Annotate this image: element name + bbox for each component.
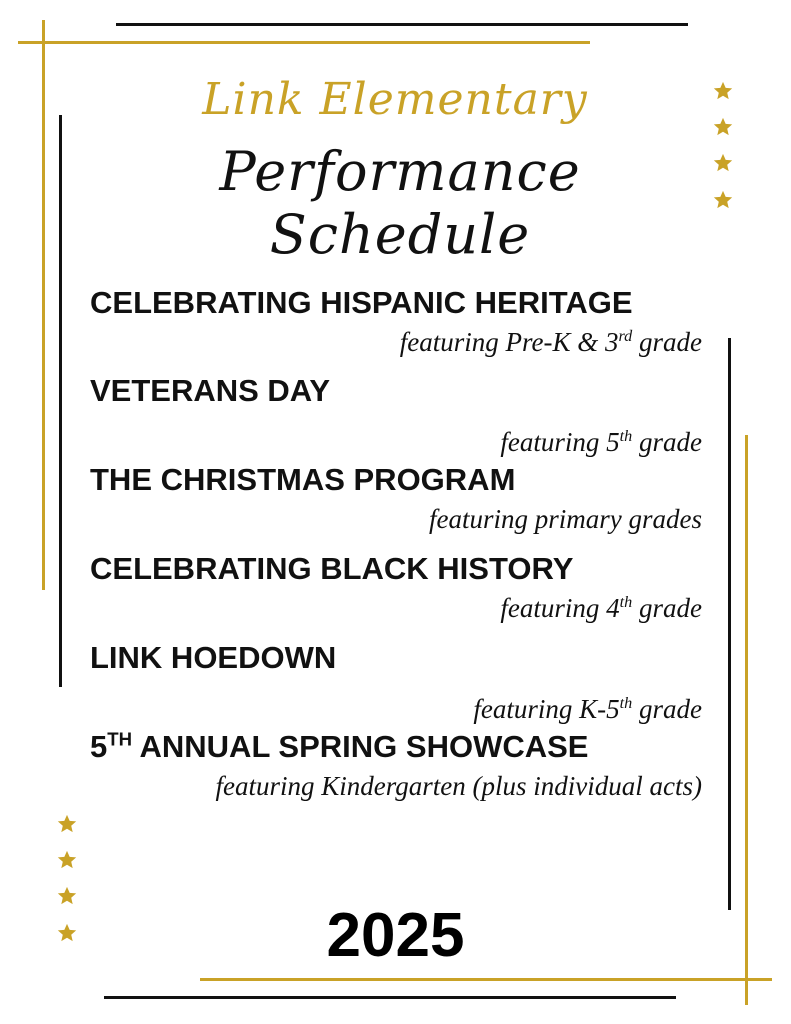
event-title: 5TH ANNUAL SPRING SHOWCASE bbox=[90, 728, 589, 764]
page-title: Performance Schedule bbox=[219, 140, 581, 266]
bottom-black-line bbox=[104, 996, 676, 999]
event-title: CELEBRATING BLACK HISTORY bbox=[90, 551, 574, 586]
event-title: VETERANS DAY bbox=[90, 373, 331, 408]
year: 2025 bbox=[326, 901, 465, 970]
event-featuring: featuring Pre-K & 3rd grade bbox=[399, 327, 702, 357]
star-icon bbox=[56, 849, 78, 871]
event-title: CELEBRATING HISPANIC HERITAGE bbox=[90, 285, 633, 320]
event-item bbox=[90, 640, 702, 726]
school-name: Link Elementary bbox=[202, 74, 588, 125]
bottom-gold-line bbox=[200, 978, 772, 981]
event-item bbox=[90, 729, 702, 803]
event-featuring: featuring K-5th grade bbox=[473, 694, 702, 724]
event-featuring: featuring 4th grade bbox=[500, 593, 702, 623]
event-featuring: featuring Kindergarten (plus individual acts) bbox=[215, 771, 702, 801]
left-black-line bbox=[59, 115, 62, 687]
event-item bbox=[90, 462, 702, 536]
top-gold-line bbox=[18, 41, 590, 44]
event-item bbox=[90, 551, 702, 625]
event-title: THE CHRISTMAS PROGRAM bbox=[90, 462, 516, 497]
event-featuring: featuring primary grades bbox=[429, 504, 702, 534]
star-icon bbox=[712, 116, 734, 138]
right-black-line bbox=[728, 338, 731, 910]
star-icon bbox=[56, 813, 78, 835]
left-gold-line bbox=[42, 20, 45, 590]
event-item bbox=[90, 285, 702, 359]
star-icon bbox=[712, 80, 734, 102]
star-icon bbox=[712, 152, 734, 174]
star-icon bbox=[712, 189, 734, 211]
event-item bbox=[90, 373, 702, 459]
event-title: LINK HOEDOWN bbox=[90, 640, 337, 675]
event-featuring: featuring 5th grade bbox=[500, 427, 702, 457]
top-black-line bbox=[116, 23, 688, 26]
